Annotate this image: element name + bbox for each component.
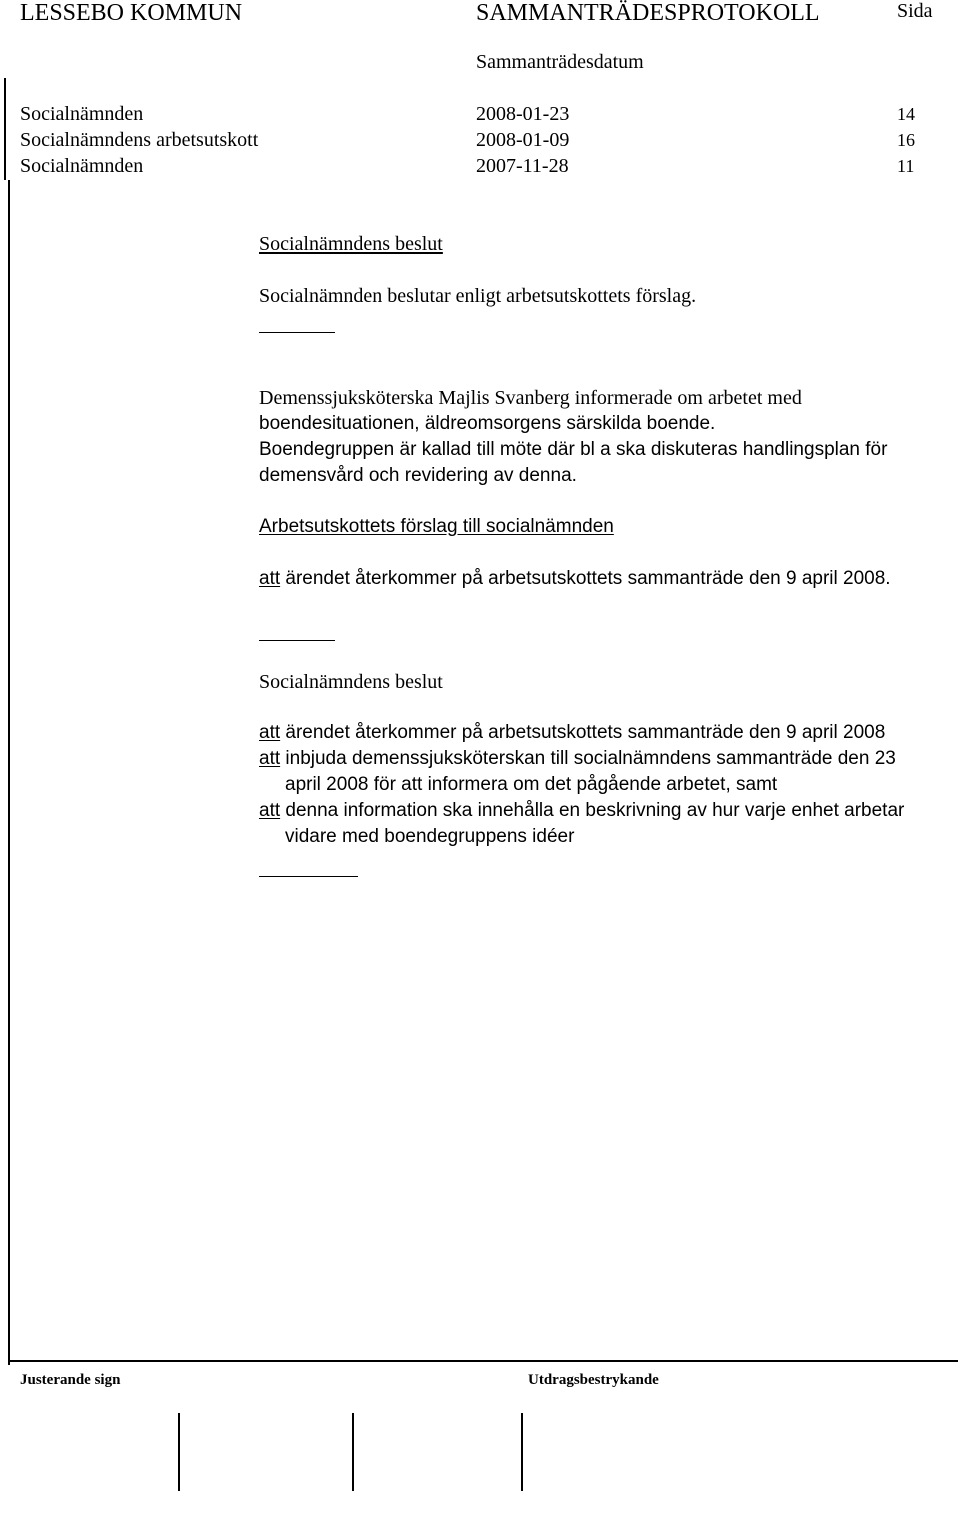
header-left-border bbox=[4, 78, 6, 180]
att-keyword: att bbox=[259, 568, 281, 589]
meeting-paragraph: 16 bbox=[897, 130, 915, 150]
att-keyword: att bbox=[259, 748, 281, 769]
signature-box-divider bbox=[178, 1413, 180, 1491]
extract-certification-label: Utdragsbestrykande bbox=[528, 1372, 659, 1388]
signature-box-divider bbox=[352, 1413, 354, 1491]
decision-item-continuation: april 2008 för att informera om det pågående arbetet, samt bbox=[285, 774, 778, 795]
document-type: SAMMANTRÄDESPROTOKOLL bbox=[476, 0, 820, 26]
footer-rule bbox=[8, 1360, 958, 1362]
decision-item bbox=[259, 722, 885, 744]
proposal-item bbox=[259, 568, 891, 590]
meeting-body: Socialnämndens arbetsutskott bbox=[20, 129, 259, 151]
organization-name: LESSEBO KOMMUN bbox=[20, 0, 243, 26]
decision-item bbox=[259, 748, 896, 770]
meeting-date: 2008-01-23 bbox=[476, 103, 570, 125]
meeting-body: Socialnämnden bbox=[20, 103, 144, 125]
info-line: Demenssjuksköterska Majlis Svanberg informerade om arbetet med bbox=[259, 387, 802, 409]
info-line: demensvård och revidering av denna. bbox=[259, 465, 577, 486]
meeting-body: Socialnämnden bbox=[20, 155, 144, 177]
proposal-text: ärendet återkommer på arbetsutskottets sammanträde den 9 april 2008. bbox=[285, 568, 891, 589]
page-label: Sida bbox=[897, 0, 933, 22]
page-left-border bbox=[8, 180, 10, 1365]
decision-heading: Socialnämndens beslut bbox=[259, 233, 443, 255]
meeting-date: 2007-11-28 bbox=[476, 155, 569, 177]
signature-box-divider bbox=[521, 1413, 523, 1491]
separator-line bbox=[259, 332, 335, 333]
att-keyword: att bbox=[259, 800, 281, 821]
info-line: Boendegruppen är kallad till möte där bl a ska diskuteras handlingsplan för bbox=[259, 439, 888, 460]
att-keyword: att bbox=[259, 722, 281, 743]
meeting-paragraph: 14 bbox=[897, 104, 915, 124]
meeting-date: 2008-01-09 bbox=[476, 129, 570, 151]
decision-item-text: inbjuda demenssjuksköterskan till socialnämndens sammanträde den 23 bbox=[285, 748, 896, 769]
decision-item-text: ärendet återkommer på arbetsutskottets sammanträde den 9 april 2008 bbox=[285, 722, 886, 743]
decision-heading: Socialnämndens beslut bbox=[259, 671, 443, 693]
decision-text: Socialnämnden beslutar enligt arbetsutskottets förslag. bbox=[259, 285, 697, 307]
separator-line bbox=[259, 640, 335, 641]
decision-item-continuation: vidare med boendegruppens idéer bbox=[285, 826, 575, 847]
info-line: boendesituationen, äldreomsorgens särskilda boende. bbox=[259, 413, 716, 434]
meeting-date-label: Sammanträdesdatum bbox=[476, 51, 644, 73]
signature-label: Justerande sign bbox=[20, 1372, 121, 1388]
proposal-heading: Arbetsutskottets förslag till socialnämnden bbox=[259, 516, 614, 537]
separator-line bbox=[259, 876, 358, 877]
decision-item-text: denna information ska innehålla en beskrivning av hur varje enhet arbetar bbox=[285, 800, 905, 821]
meeting-paragraph: 11 bbox=[897, 156, 915, 176]
decision-item bbox=[259, 800, 904, 822]
